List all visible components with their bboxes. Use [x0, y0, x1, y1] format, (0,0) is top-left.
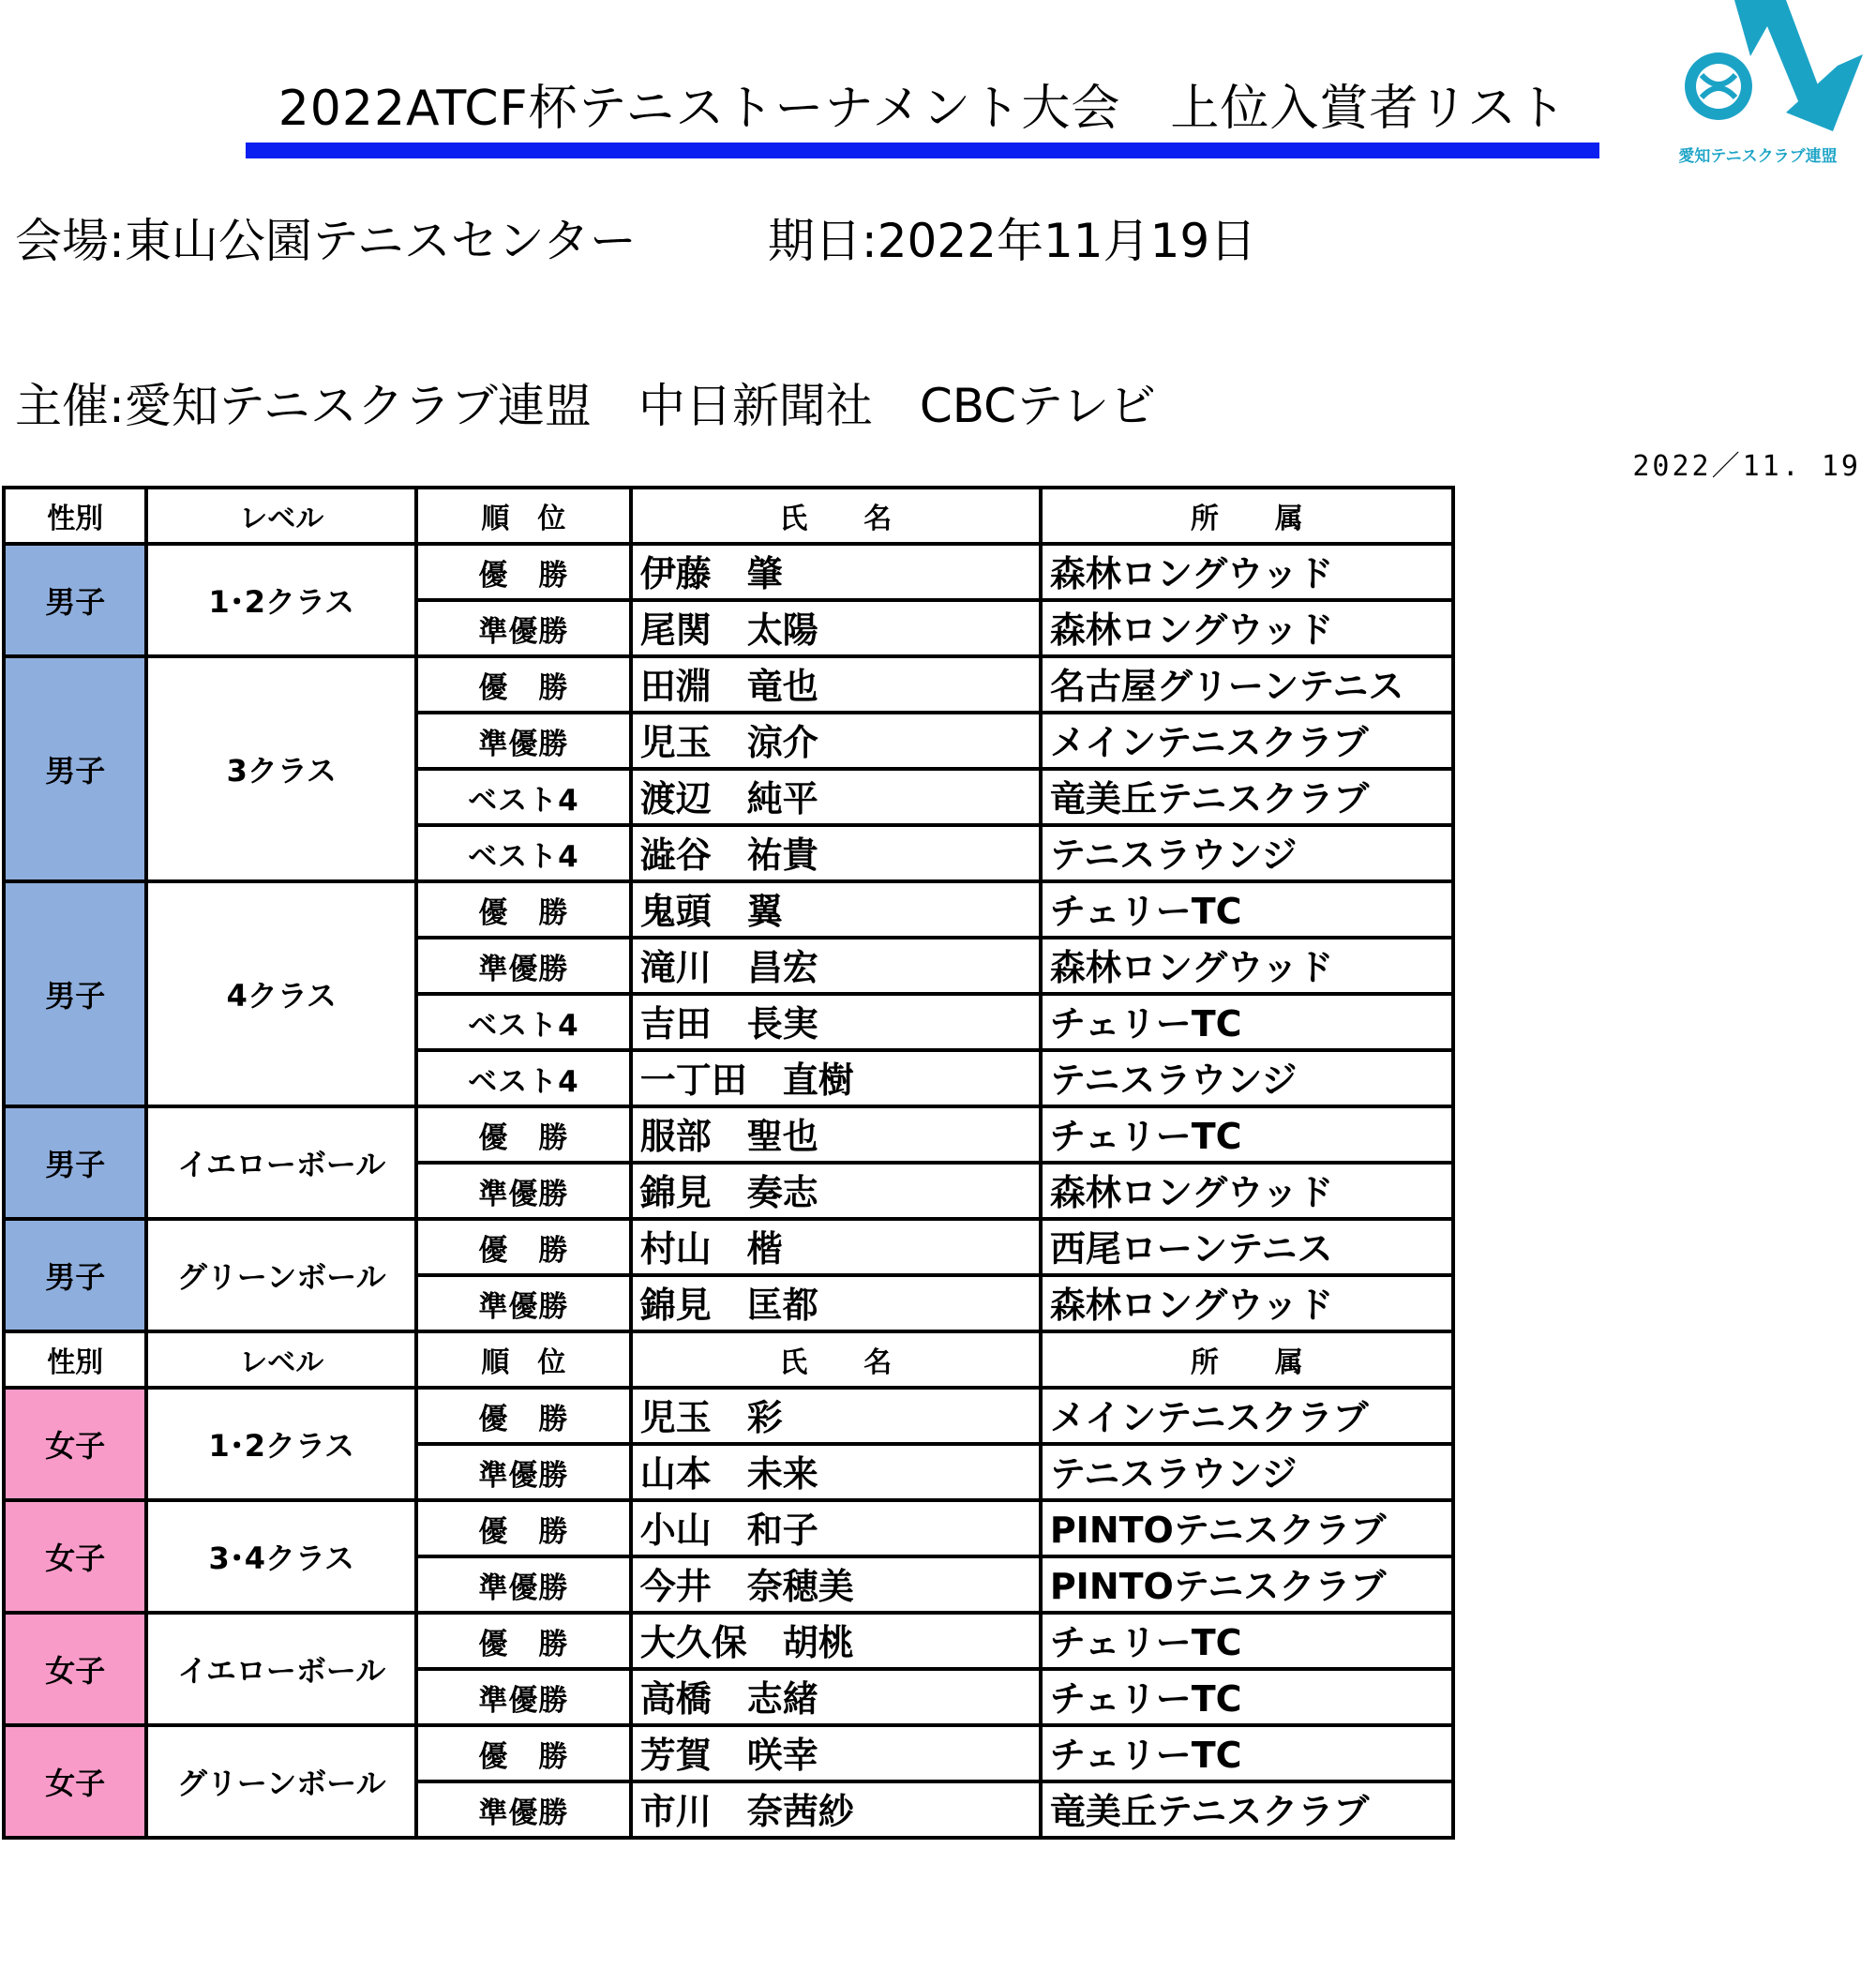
- page-title: 2022ATCF杯テニストーナメント大会 上位入賞者リスト: [278, 81, 1568, 137]
- rank-cell: 準優勝: [416, 938, 631, 994]
- rank-cell: 準優勝: [416, 713, 631, 769]
- level-cell: 3クラス: [146, 656, 416, 881]
- table-row: [4, 1725, 1453, 1781]
- club-cell: 竜美丘テニスクラブ: [1041, 769, 1453, 825]
- club-cell: 西尾ローンテニス: [1041, 1219, 1453, 1275]
- club-cell: メインテニスクラブ: [1041, 713, 1453, 769]
- club-cell: チェリーTC: [1041, 1613, 1453, 1669]
- rank-cell: 準優勝: [416, 1275, 631, 1331]
- player-name-cell: 高橋 志緒: [631, 1669, 1041, 1725]
- club-cell: 森林ロングウッド: [1041, 544, 1453, 600]
- rank-cell: 優 勝: [416, 1106, 631, 1163]
- player-name-cell: 児玉 涼介: [631, 713, 1041, 769]
- level-cell: グリーンボール: [146, 1219, 416, 1331]
- sex-cell: 男子: [4, 1106, 146, 1219]
- player-name-cell: 芳賀 咲幸: [631, 1725, 1041, 1781]
- level-cell: 1･2クラス: [146, 1388, 416, 1500]
- player-name-cell: 吉田 長実: [631, 994, 1041, 1050]
- sex-cell: 女子: [4, 1725, 146, 1838]
- club-cell: 森林ロングウッド: [1041, 1163, 1453, 1219]
- player-name-cell: 渡辺 純平: [631, 769, 1041, 825]
- player-name-cell: 児玉 彩: [631, 1388, 1041, 1444]
- rank-cell: 優 勝: [416, 881, 631, 938]
- column-header-name: 氏 名: [631, 488, 1041, 544]
- level-cell: イエローボール: [146, 1106, 416, 1219]
- column-header-rank: 順 位: [416, 488, 631, 544]
- player-name-cell: 村山 楷: [631, 1219, 1041, 1275]
- rank-cell: 準優勝: [416, 1163, 631, 1219]
- player-name-cell: 服部 聖也: [631, 1106, 1041, 1163]
- club-cell: チェリーTC: [1041, 1106, 1453, 1163]
- sex-cell: 男子: [4, 881, 146, 1106]
- column-header-name: 氏 名: [631, 1331, 1041, 1388]
- player-name-cell: 尾関 太陽: [631, 600, 1041, 656]
- venue-date-line: [15, 212, 1256, 270]
- rank-cell: 準優勝: [416, 1669, 631, 1725]
- sex-cell: 女子: [4, 1388, 146, 1500]
- tennis-figure-icon: [1685, 0, 1863, 131]
- print-date: 2022／11. 19: [1632, 450, 1861, 483]
- rank-cell: 優 勝: [416, 1219, 631, 1275]
- rank-cell: ベスト4: [416, 1050, 631, 1106]
- club-cell: チェリーTC: [1041, 881, 1453, 938]
- rank-cell: 優 勝: [416, 1725, 631, 1781]
- club-cell: PINTOテニスクラブ: [1041, 1556, 1453, 1613]
- column-header-club: 所 属: [1041, 488, 1453, 544]
- club-cell: チェリーTC: [1041, 994, 1453, 1050]
- venue-text: 会場:東山公園テニスセンター: [15, 214, 637, 268]
- player-name-cell: 錦見 匡都: [631, 1275, 1041, 1331]
- rank-cell: 優 勝: [416, 544, 631, 600]
- federation-logo: [1645, 0, 1870, 169]
- club-cell: チェリーTC: [1041, 1669, 1453, 1725]
- column-header-rank: 順 位: [416, 1331, 631, 1388]
- column-header-sex: 性別: [4, 488, 146, 544]
- logo-caption: 愛知テニスクラブ連盟: [1678, 147, 1838, 166]
- results-table: [2, 486, 1455, 1840]
- club-cell: 森林ロングウッド: [1041, 938, 1453, 994]
- table-row: [4, 544, 1453, 600]
- player-name-cell: 小山 和子: [631, 1500, 1041, 1556]
- column-header-sex: 性別: [4, 1331, 146, 1388]
- club-cell: テニスラウンジ: [1041, 1444, 1453, 1500]
- level-cell: 1･2クラス: [146, 544, 416, 656]
- club-cell: 森林ロングウッド: [1041, 1275, 1453, 1331]
- sex-cell: 男子: [4, 1219, 146, 1331]
- level-cell: イエローボール: [146, 1613, 416, 1725]
- sex-cell: 男子: [4, 656, 146, 881]
- sex-cell: 女子: [4, 1500, 146, 1613]
- sex-cell: 女子: [4, 1613, 146, 1725]
- club-cell: 名古屋グリーンテニス: [1041, 656, 1453, 713]
- rank-cell: 準優勝: [416, 1781, 631, 1838]
- player-name-cell: 錦見 奏志: [631, 1163, 1041, 1219]
- table-row: [4, 1388, 1453, 1444]
- player-name-cell: 田淵 竜也: [631, 656, 1041, 713]
- club-cell: チェリーTC: [1041, 1725, 1453, 1781]
- level-cell: グリーンボール: [146, 1725, 416, 1838]
- rank-cell: 準優勝: [416, 1556, 631, 1613]
- club-cell: 森林ロングウッド: [1041, 600, 1453, 656]
- player-name-cell: 市川 奈茜紗: [631, 1781, 1041, 1838]
- table-header-row: [4, 488, 1453, 544]
- title-underline: [246, 143, 1599, 158]
- club-cell: 竜美丘テニスクラブ: [1041, 1781, 1453, 1838]
- rank-cell: 準優勝: [416, 1444, 631, 1500]
- player-name-cell: 伊藤 肇: [631, 544, 1041, 600]
- rank-cell: 優 勝: [416, 1500, 631, 1556]
- column-header-level: レベル: [146, 1331, 416, 1388]
- level-cell: 3･4クラス: [146, 1500, 416, 1613]
- table-row: [4, 1106, 1453, 1163]
- player-name-cell: 一丁田 直樹: [631, 1050, 1041, 1106]
- rank-cell: 優 勝: [416, 1388, 631, 1444]
- rank-cell: ベスト4: [416, 994, 631, 1050]
- table-row: [4, 656, 1453, 713]
- club-cell: テニスラウンジ: [1041, 1050, 1453, 1106]
- table-row: [4, 1219, 1453, 1275]
- column-header-club: 所 属: [1041, 1331, 1453, 1388]
- player-name-cell: 今井 奈穂美: [631, 1556, 1041, 1613]
- rank-cell: ベスト4: [416, 825, 631, 881]
- player-name-cell: 大久保 胡桃: [631, 1613, 1041, 1669]
- rank-cell: 準優勝: [416, 600, 631, 656]
- rank-cell: 優 勝: [416, 1613, 631, 1669]
- sex-cell: 男子: [4, 544, 146, 656]
- player-name-cell: 山本 未来: [631, 1444, 1041, 1500]
- column-header-level: レベル: [146, 488, 416, 544]
- organizers-text: 主催:愛知テニスクラブ連盟 中日新聞社 CBCテレビ: [15, 379, 1157, 433]
- rank-cell: 優 勝: [416, 656, 631, 713]
- player-name-cell: 鬼頭 翼: [631, 881, 1041, 938]
- table-header-row: [4, 1331, 1453, 1388]
- club-cell: テニスラウンジ: [1041, 825, 1453, 881]
- rank-cell: ベスト4: [416, 769, 631, 825]
- club-cell: メインテニスクラブ: [1041, 1388, 1453, 1444]
- table-row: [4, 1500, 1453, 1556]
- player-name-cell: 澁谷 祐貴: [631, 825, 1041, 881]
- table-row: [4, 1613, 1453, 1669]
- level-cell: 4クラス: [146, 881, 416, 1106]
- table-row: [4, 881, 1453, 938]
- club-cell: PINTOテニスクラブ: [1041, 1500, 1453, 1556]
- event-date-text: 期日:2022年11月19日: [767, 214, 1257, 268]
- player-name-cell: 滝川 昌宏: [631, 938, 1041, 994]
